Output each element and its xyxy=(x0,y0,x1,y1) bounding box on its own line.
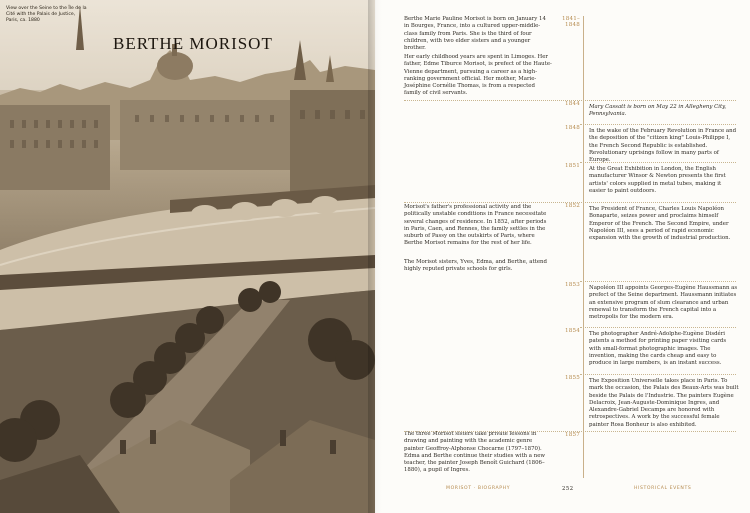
biography-paragraph: Morisot's father's professional activity and the politically unstable conditions in France necessitate several changes of residence. In 1852, after periods in Paris, Caen, and Rennes, the family settles in the suburb of Passy on the outskirts of Paris, where Berthe Morisot remains for the rest of her life. xyxy=(404,204,547,247)
event-divider xyxy=(580,124,736,125)
event-text: The photographer André-Adolphe-Eugène Disdéri patents a method for printing paper visiting cards with small-format photographic images. The invention, making the cards cheap and easy to produce in large numbers, is an instant success. xyxy=(589,331,727,367)
event-year: 1855 xyxy=(564,375,580,381)
event-text: The President of France, Charles Louis Napoléon Bonaparte, seizes power and proclaims himself Emperor of the French. The Second Empire, under Napoléon III, sees a period of rapid economic expansion with the growth of industrial production. xyxy=(589,206,731,242)
timeline-axis xyxy=(583,16,584,478)
biography-paragraph: Berthe Marie Pauline Morisot is born on January 14 in Bourges, France, into a cultured upper-middle-class family from Paris. She is the third of four children, with two elder sisters and a younger brother. xyxy=(404,16,546,52)
event-year: 1852 xyxy=(564,203,580,209)
event-year: 1844 xyxy=(564,101,580,107)
event-divider xyxy=(580,374,736,375)
page-footer xyxy=(404,486,734,496)
page-title: BERTHE MORISOT xyxy=(113,34,273,53)
event-year: 1841–1848 xyxy=(561,16,580,28)
biography-paragraph: Her early childhood years are spent in Limoges. Her father, Edme Tiburce Morisot, is prefect of the Haute-Vienne department, pursuing a career as a high-ranking government official. Her mother, Marie-Joséphine Cornélie Thomas, is from a respected family of civil servants. xyxy=(404,54,552,97)
event-text: In the wake of the February Revolution in France and the deposition of the "citizen king" Louis-Philippe I, the French Second Republic is established. Revolutionary uprisings follow in many parts of Europe. xyxy=(589,128,737,164)
event-divider xyxy=(580,327,736,328)
footer-section-label: MORISOT · BIOGRAPHY xyxy=(446,486,511,491)
event-divider xyxy=(580,162,736,163)
page-number: 252 xyxy=(562,486,574,492)
event-divider xyxy=(580,281,736,282)
biography-paragraph: The Morisot sisters, Yves, Edma, and Berthe, attend highly reputed private schools for girls. xyxy=(404,259,547,273)
event-year: 1851 xyxy=(564,163,580,169)
event-year: 1853 xyxy=(564,282,580,288)
event-text: Mary Cassatt is born on May 22 in Allegheny City, Pennsylvania. xyxy=(589,104,727,118)
photo-caption: View over the Seine to the Île de la Cité with the Palais de Justice, Paris, ca. 1880 xyxy=(6,6,87,24)
biography-paragraph: The three Morisot sisters take private lessons in drawing and painting with the academic genre painter Geoffroy-Alphonse Chocarne (1797–1870). Edma and Berthe continue their studies with a new teacher, the painter Joseph Benoît Guichard (1806–1880), a pupil of Ingres. xyxy=(404,431,546,474)
footer-events-label: HISTORICAL EVENTS xyxy=(634,486,692,491)
book-gutter xyxy=(368,0,382,513)
event-year: 1854 xyxy=(564,328,580,334)
event-text: Napoléon III appoints Georges-Eugène Haussmann as prefect of the Seine department. Haussmann initiates an extensive program of slum clearance and urban renewal to transform the French capital into a metropolis for the modern era. xyxy=(589,285,738,321)
event-text: At the Great Exhibition in London, the English manufacturer Winsor & Newton presents the first artists' colors supplied in metal tubes, making it easier to paint outdoors. xyxy=(589,166,726,194)
event-year: 1857 xyxy=(564,432,580,438)
event-year: 1848 xyxy=(564,125,580,131)
event-text: The Exposition Universelle takes place in Paris. To mark the occasion, the Palais des Beaux-Arts was built beside the Palais de l'Industrie. The painters Eugène Delacroix, Jean-Auguste-Dominique Ingres, and Alexandre-Gabriel Decamps are honored with retrospectives. A work by the successful female painter Rosa Bonheur is also exhibited. xyxy=(589,378,739,428)
